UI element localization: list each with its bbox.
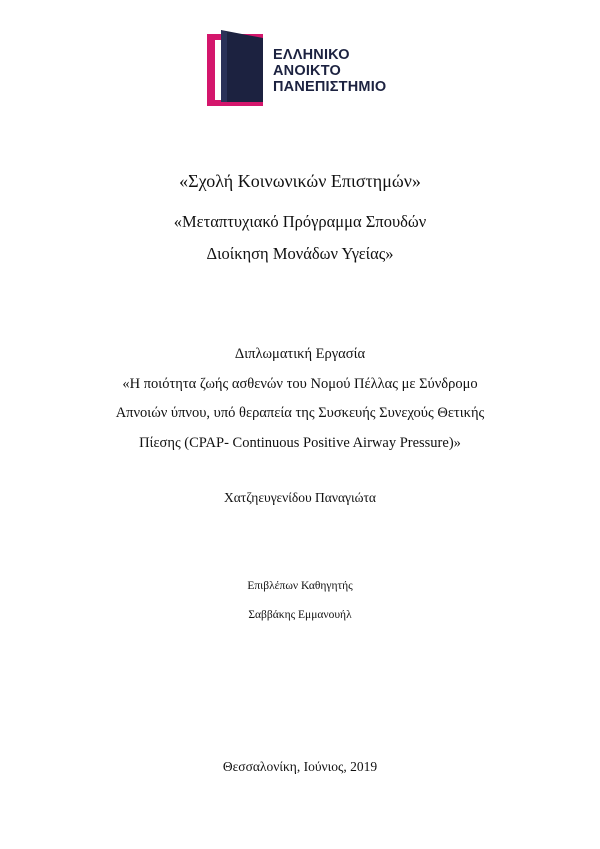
supervisor-label: Επιβλέπων Καθηγητής	[247, 580, 353, 592]
thesis-title-line-1: «Η ποιότητα ζωής ασθενών του Νομού Πέλλας με Σύνδρομο	[122, 376, 478, 392]
supervisor-name: Σαββάκης Εμμανουήλ	[248, 609, 352, 621]
program-name-line-2: Διοίκηση Μονάδων Υγείας»	[206, 244, 394, 263]
university-logo-text	[273, 47, 386, 95]
thesis-title-line-2: Απνοιών ύπνου, υπό θεραπεία της Συσκευής Συνεχούς Θετικής	[115, 405, 485, 421]
thesis-title-line-3: Πίεσης (CPAP- Continuous Positive Airway Pressure)»	[139, 435, 461, 451]
university-logo	[207, 30, 407, 106]
thesis-label: Διπλωματική Εργασία	[234, 346, 366, 362]
logo-line-2: ΑΝΟΙΚΤΟ	[273, 63, 341, 79]
author-name: Χατζηευγενίδου Παναγιώτα	[223, 490, 376, 505]
place-and-date: Θεσσαλονίκη, Ιούνιος, 2019	[222, 759, 378, 774]
university-logo-mark	[207, 30, 267, 106]
program-name-line-1: «Μεταπτυχιακό Πρόγραμμα Σπουδών	[173, 212, 427, 231]
logo-line-3: ΠΑΝΕΠΙΣΤΗΜΙΟ	[273, 79, 387, 95]
school-name: «Σχολή Κοινωνικών Επιστημών»	[179, 171, 421, 191]
logo-line-1: ΕΛΛΗΝΙΚΟ	[273, 47, 350, 63]
